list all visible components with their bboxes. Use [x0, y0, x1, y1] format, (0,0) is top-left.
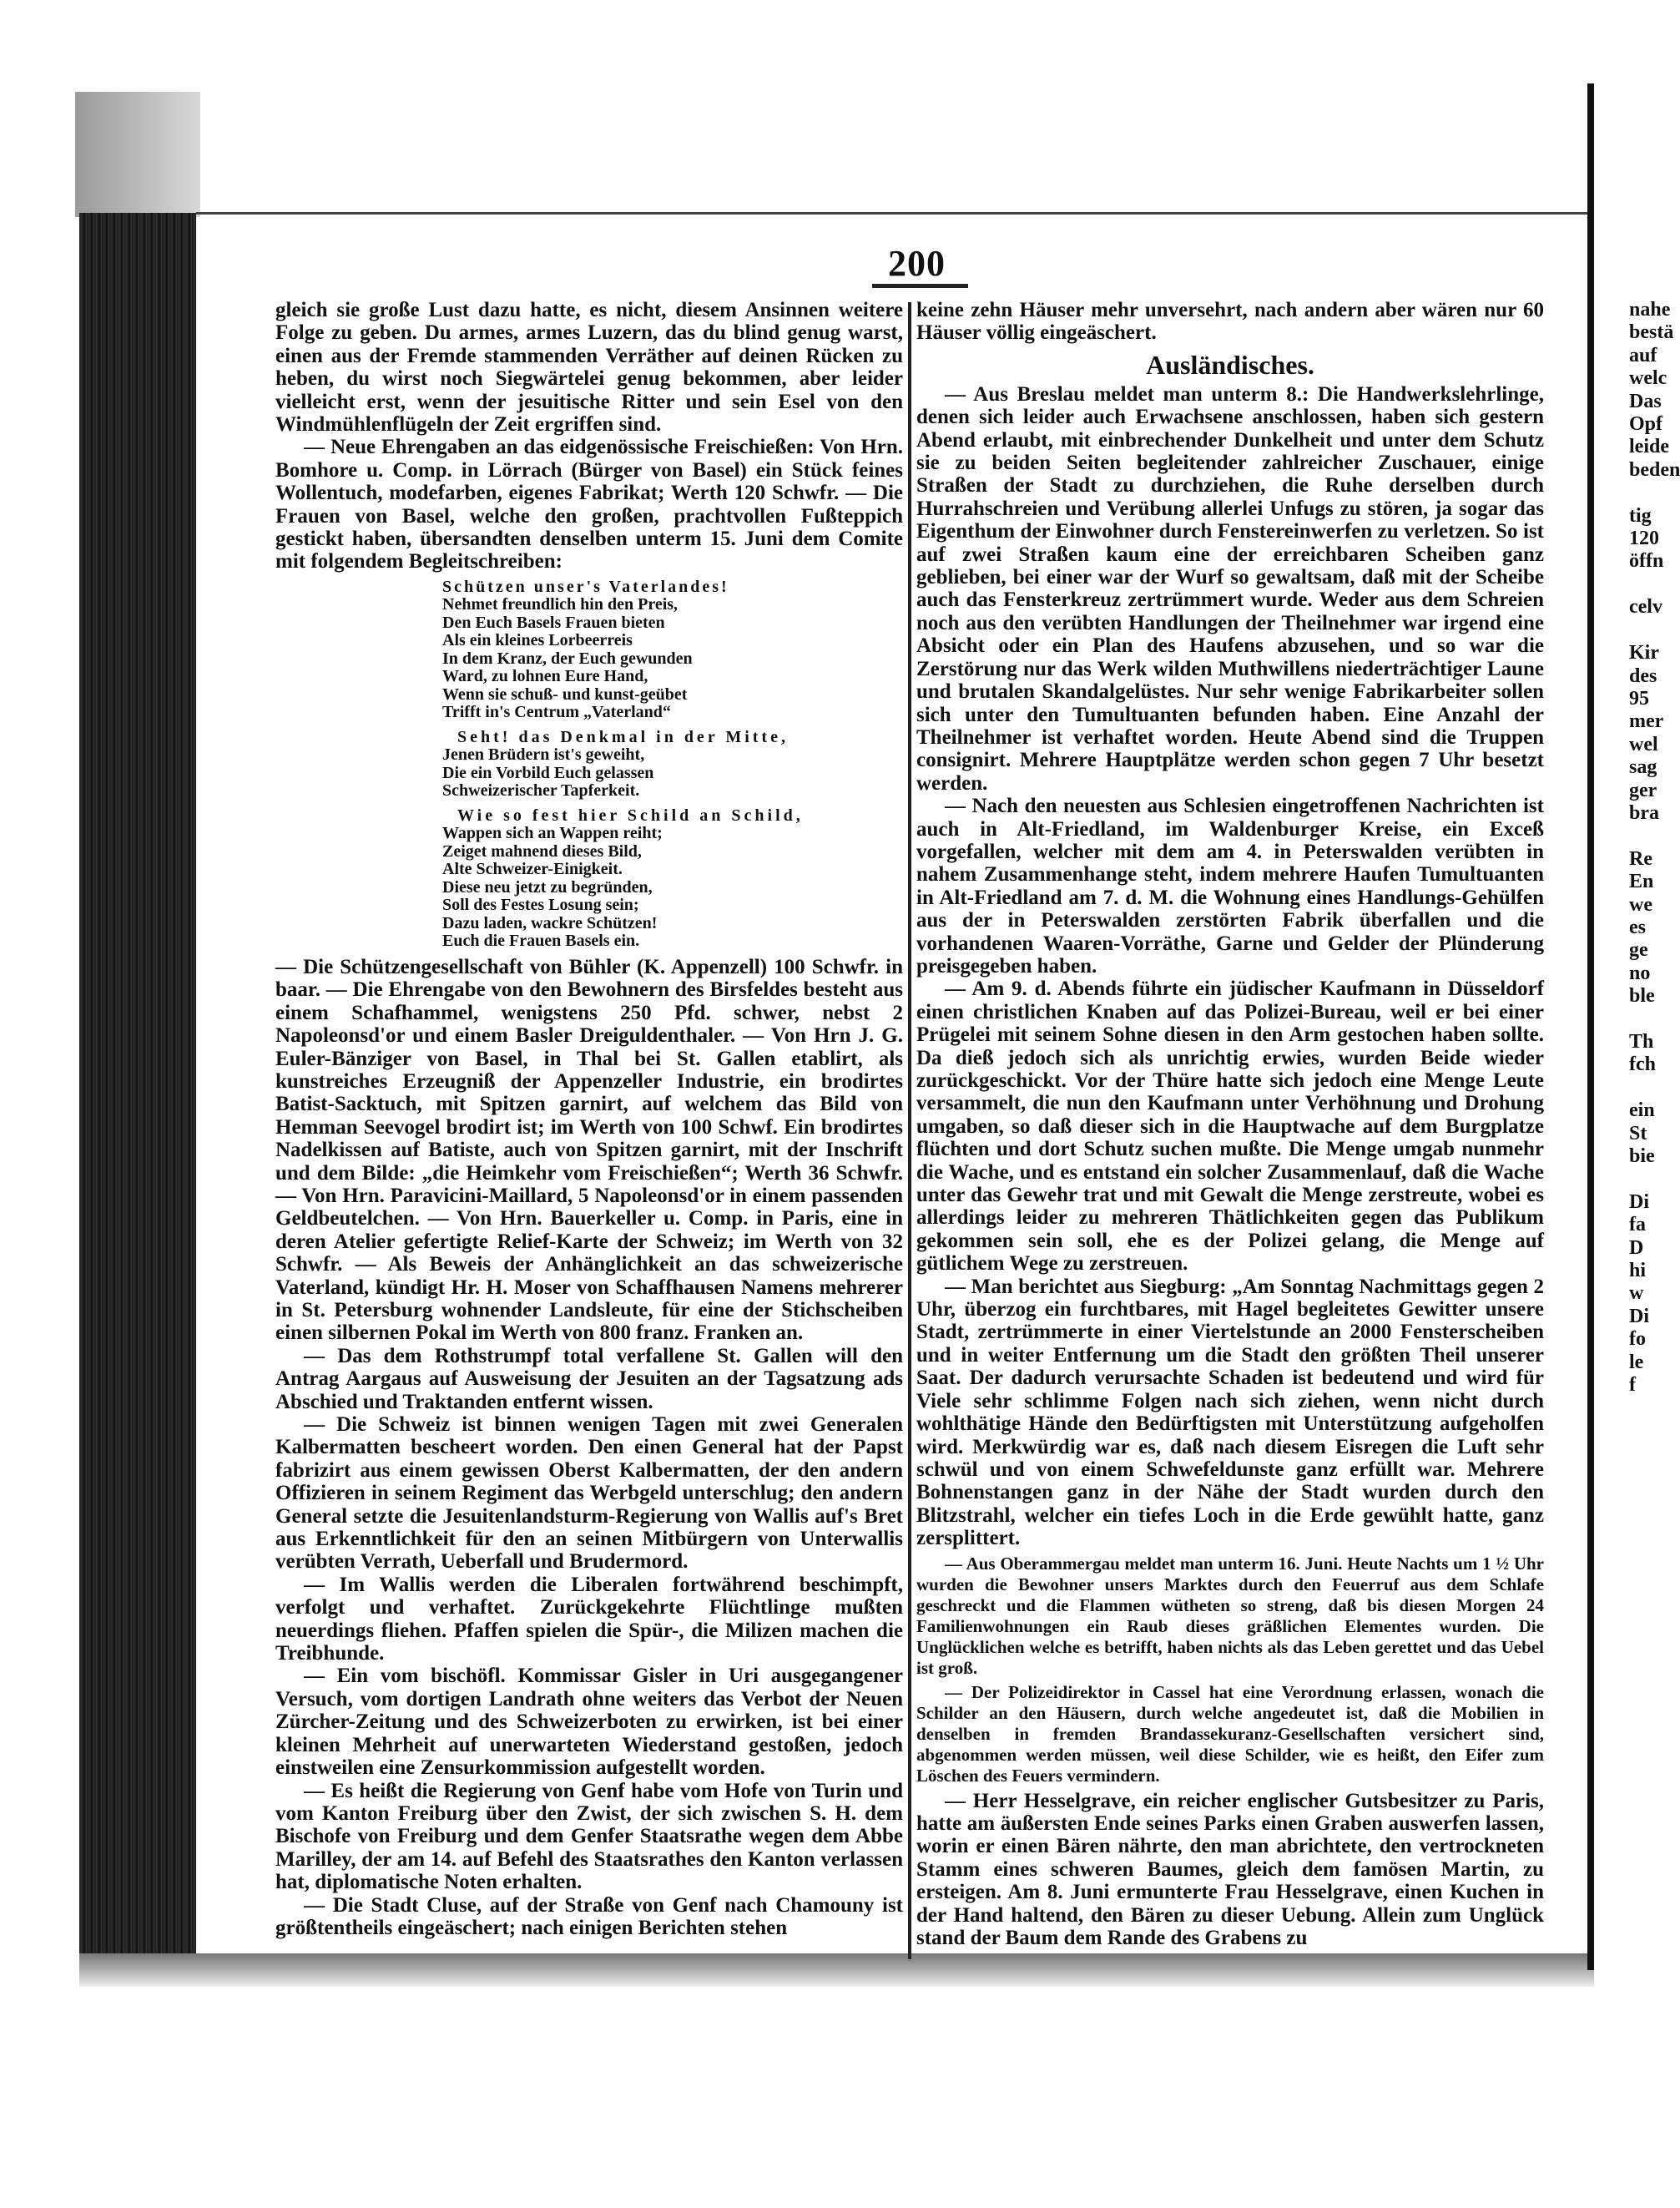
poem-line: Die ein Vorbild Euch gelassen [442, 763, 654, 782]
poem-line: Schweizerischer Tapferkeit. [442, 781, 640, 801]
next-page-fragment: ger [1629, 779, 1657, 801]
poem-line: Euch die Frauen Basels ein. [442, 932, 640, 951]
next-page-fragment: St [1629, 1122, 1647, 1144]
next-page-fragment [1629, 825, 1679, 847]
next-page-fragment: no [1629, 962, 1651, 984]
next-page-fragment [1629, 482, 1679, 504]
next-page-fragment: bie [1629, 1145, 1655, 1168]
next-page-fragment: es [1629, 916, 1646, 938]
next-page-fragment: we [1629, 893, 1652, 916]
poem-line: Dazu laden, wackre Schützen! [442, 913, 658, 932]
scan-background [75, 92, 200, 217]
next-page-fragment: 95 [1629, 687, 1649, 710]
page-number-rule [872, 284, 968, 288]
next-page-fragment: Th [1629, 1031, 1654, 1053]
next-page-fragment: Kir [1629, 642, 1659, 664]
poem-line: Alte Schweizer-Einigkeit. [442, 860, 623, 879]
article-paragraph: — Die Schweiz ist binnen wenigen Tagen mit zwei Generalen Kalbermatten bescheert worden. Den einen General hat der Papst fabrizirt aus einem gewissen Oberst Kalbermatten, der den andern Offizieren in seinem Regiment das Werbgeld unterschlug; den andern General setzte die Jesuitenlandsturm-Regierung von Wallis auf's Bret aus Erkenntlichkeit für den an seinen Mitbürgern von Unterwallis verübten Verrath, Ueberfall und Brudermord. [275, 1413, 903, 1574]
next-page-fragment: leide [1629, 436, 1669, 458]
poem-line: Wappen sich an Wappen reiht; [442, 824, 663, 843]
poem-line: Wie so fest hier Schild an Schild, [457, 806, 804, 825]
article-paragraph-small: — Aus Oberammergau meldet man unterm 16. Juni. Heute Nachts um 1 ½ Uhr wurden die Bewohner unsers Marktes durch den Feuerruf aus dem Schlafe geschreckt und die Flammen wütheten so streng, daß bis diesen Morgen 24 Familienwohnungen ein Raub dieses gräßlichen Elementes wurden. Die Unglücklichen welche es betrifft, haben nichts als das Leben gerettet und das Uebel ist groß. [916, 1553, 1544, 1678]
next-page-fragment: mer [1629, 710, 1664, 733]
poem-line: Trifft in's Centrum „Vaterland“ [442, 703, 671, 722]
next-page-fragment: wel [1629, 733, 1658, 755]
section-heading: Ausländisches. [1146, 349, 1314, 380]
next-page-fragment: auf [1629, 344, 1657, 366]
next-page-fragment: öffn [1629, 550, 1664, 573]
next-page-fragment: hi [1629, 1260, 1647, 1282]
next-page-fragment: le [1629, 1351, 1644, 1373]
next-page-fragment: Di [1629, 1190, 1649, 1213]
poem [442, 579, 903, 951]
right-column [916, 299, 1544, 1949]
next-page-fragment: nahe [1629, 299, 1671, 321]
poem-line: Den Euch Basels Frauen bieten [442, 613, 665, 632]
next-page-fragment: welc [1629, 367, 1667, 390]
next-page-fragment: bra [1629, 801, 1659, 824]
next-page-fragment: sag [1629, 756, 1657, 779]
next-page-fragment: 120 [1629, 528, 1659, 550]
next-page-fragment [1629, 573, 1679, 596]
next-page-fragment: bestä [1629, 321, 1674, 344]
next-page-fragment: D [1629, 1236, 1644, 1259]
article-paragraph: — Nach den neuesten aus Schlesien eingetroffenen Nachrichten ist auch in Alt-Friedland, im Waldenburger Kreise, ein Exceß vorgefallen, welcher mit dem am 4. in Peterswalden verübten in nahem Zusammenhange steht, indem mehrere Haufen Tumultuanten in Alt-Friedland am 7. d. M. die Wohnung eines Handlungs-Gehülfen aus der in Peterswalden zerstörten Fabrik überfallen und die vorhandenen Waaren-Vorräthe, Garne und Gelder der Plünderung preisgegeben haben. [916, 795, 1544, 978]
article-paragraph: — Herr Hesselgrave, ein reicher englischer Gutsbesitzer zu Paris, hatte am äußersten Ende seines Parks einen Graben auswerfen lassen, worin er einen Bären nährte, den man abrichtete, den vertrockneten Stamm eines schweren Baumes, gleich dem famösen Martin, zu ersteigen. Am 8. Juni ermunterte Frau Hesselgrave, einen Kuchen in der Hand haltend, den Bären zu dieser Uebung. Allein zum Unglück stand der Baum dem Rande des Grabens zu [916, 1789, 1544, 1949]
article-paragraph: — Das dem Rothstrumpf total verfallene St. Gallen will den Antrag Aargaus auf Ausweisung der Jesuiten an der Tagsatzung ads Abschied und Traktanden entfernt wissen. [275, 1344, 903, 1413]
article-paragraph: — Die Stadt Cluse, auf der Straße von Genf nach Chamouny ist größtentheils eingeäschert; nach einigen Berichten stehen [275, 1893, 903, 1939]
poem-line: Nehmet freundlich hin den Preis, [442, 595, 679, 614]
poem-line: Soll des Festes Losung sein; [442, 896, 639, 915]
next-page-fragment: w [1629, 1282, 1644, 1305]
article-paragraph: — Am 9. d. Abends führte ein jüdischer Kaufmann in Düsseldorf einen christlichen Knaben auf das Polizei-Bureau, weil er bei einer Prügelei mit seinem Sohne diesen in den Arm gestochen haben sollte. Da dieß jedoch sich als unrichtig erwies, wurden Beide wieder zurückgeschickt. Vor der Thüre hatte sich jedoch eine Menge Leute versammelt, die nun den Kaufmann unter Verhöhnung und Drohung umgaben, so daß dieser sich in die Hauptwache auf dem Burgplatze flüchten und dort Schutz suchen mußte. Die Menge umgab nunmehr die Wache, und es entstand ein solcher Zusammenlauf, daß die Wache unter das Gewehr trat und mit Gewalt die Menge zerstreute, wobei es allerdings leider zu mehreren Thätlichkeiten gegen das Publikum gekommen sein soll, ehe es der Polizei gelang, die Menge auf gütlichem Wege zu zerstreuen. [916, 978, 1544, 1276]
next-page-fragment: Opf [1629, 413, 1663, 436]
next-page-fragments [1629, 299, 1679, 1397]
book-page-edges [79, 213, 196, 1974]
article-paragraph: — Neue Ehrengaben an das eidgenössische Freischießen: Von Hrn. Bomhore u. Comp. in Lörrach (Bürger von Basel) ein Stück feines Wollentuch, modefarben, eigenes Fabrikat; Werth 120 Schwfr. — Die Frauen von Basel, welche den großen, prachtvollen Fußteppich gestickt haben, übersandten denselben unterm 15. Juni dem Comite mit folgendem Begleitschreiben: [275, 436, 903, 573]
next-page-fragment: fch [1629, 1053, 1656, 1076]
article-paragraph: — Man berichtet aus Siegburg: „Am Sonntag Nachmittags gegen 2 Uhr, überzog ein furchtbares, mit Hagel begleitetes Gewitter unsere Stadt, zertrümmerte in einer Viertelstunde an 2000 Fensterscheiben und in weiter Entfernung um die Stadt den größten Theil unserer Saat. Der dadurch verursachte Schaden ist bedeutend und wird für Viele sehr schlimme Folgen nach sich ziehen, wenn nicht durch wohlthätige Hände den Bedürftigsten mit Unterstützung aufgeholfen wird. Merkwürdig war es, daß nach diesem Eisregen die Luft sehr schwül und von einem Schwefeldunste ganz erfüllt war. Mehrere Bohnenstangen ganz in der Nähe der Stadt wurden durch den Blitzstrahl, welcher ein tiefes Loch in die Erde gewühlt hatte, ganz zersplittert. [916, 1275, 1544, 1550]
next-page-fragment: f [1629, 1374, 1636, 1397]
next-page-fragment: fa [1629, 1214, 1646, 1236]
poem-line: Wenn sie schuß- und kunst-geübet [442, 685, 688, 704]
article-paragraph: gleich sie große Lust dazu hatte, es nicht, diesem Ansinnen weitere Folge zu geben. Du armes, armes Luzern, das du blind genug warst, einen aus der Fremde stammenden Verräther auf deinen Rücken zu heben, du wirst noch Siegwärtelei genug bekommen, aber leider vielleicht erst, wenn der jesuitische Ritter und sein Esel von den Windmühlenflügeln der Zeit ergriffen sind. [275, 299, 903, 437]
article-paragraph: — Ein vom bischöfl. Kommissar Gisler in Uri ausgegangener Versuch, vom dortigen Landrath ohne weiters das Verbot der Neuen Zürcher-Zeitung und des Schweizerboten zu erwirken, ist bei einer kleinen Mehrheit auf unerwarteten Wiederstand gestoßen, jedoch einstweilen eine Zensurkommission aufgestellt worden. [275, 1665, 903, 1780]
article-paragraph: keine zehn Häuser mehr unversehrt, nach andern aber wären nur 60 Häuser völlig eingeäschert. [916, 299, 1544, 345]
next-page-fragment: fo [1629, 1328, 1646, 1351]
poem-line: Als ein kleines Lorbeerreis [442, 631, 633, 650]
next-page-fragment: tig [1629, 504, 1652, 527]
next-page-fragment: ge [1629, 939, 1648, 962]
gutter-rule [1587, 83, 1594, 1970]
column-divider [908, 302, 911, 1959]
next-page-fragment: des [1629, 664, 1657, 687]
next-page-fragment [1629, 1008, 1679, 1031]
next-page-fragment [1629, 1077, 1679, 1099]
article-paragraph: — Es heißt die Regierung von Genf habe vom Hofe von Turin und vom Kanton Freiburg über den Zwist, der sich zwischen S. H. dem Bischofe von Freiburg und dem Genfer Staatsrathe wegen dem Abbe Marilley, der am 14. auf Befehl des Staatsrathes den Kanton verlassen hat, diplomatische Noten erhalten. [275, 1779, 903, 1894]
next-page-fragment: En [1629, 871, 1654, 893]
poem-line: Jenen Brüdern ist's geweiht, [442, 745, 645, 765]
next-page-fragment: celv [1629, 596, 1662, 619]
poem-line: Diese neu jetzt zu begründen, [442, 877, 653, 897]
next-page-fragment: Di [1629, 1305, 1649, 1327]
poem-line: In dem Kranz, der Euch gewunden [442, 649, 693, 668]
page-number: 200 [888, 243, 946, 284]
next-page-fragment: ble [1629, 985, 1655, 1008]
poem-line: Seht! das Denkmal in der Mitte, [457, 727, 789, 746]
next-page-fragment: Das [1629, 390, 1662, 412]
poem-line: Zeiget mahnend dieses Bild, [442, 841, 642, 861]
next-page-fragment: ein [1629, 1099, 1655, 1122]
left-column [275, 299, 903, 1939]
poem-title: Schützen unser's Vaterlandes! [442, 577, 729, 596]
next-page-fragment [1629, 1168, 1679, 1190]
book-bottom-edge [79, 1953, 1594, 1987]
page-top-border [196, 212, 1590, 215]
poem-line: Ward, zu lohnen Eure Hand, [442, 667, 648, 686]
next-page-fragment: Re [1629, 847, 1652, 870]
article-paragraph-small: — Der Polizeidirektor in Cassel hat eine Verordnung erlassen, wonach die Schilder an den Häusern, durch welche angedeutet ist, daß die Mobilien in denselben in fremden Brandassekuranz-Gesellschaften versichert sind, abgenommen werden müssen, weil diese Schilder, wie es heißt, den Eifer zum Löschen des Feuers vermindern. [916, 1681, 1544, 1786]
next-page-fragment [1629, 619, 1679, 642]
next-page-fragment: beden [1629, 458, 1680, 481]
article-paragraph: — Im Wallis werden die Liberalen fortwährend beschimpft, verfolgt und verhaftet. Zurückgekehrte Flüchtlinge mußten neuerdings fliehen. Pfaffen spielen die Spür-, die Milizen machen die Treibhunde. [275, 1573, 903, 1665]
article-paragraph: — Die Schützengesellschaft von Bühler (K. Appenzell) 100 Schwfr. in baar. — Die Ehrengabe von den Bewohnern des Birsfeldes besteht aus einem Schafhammel, wenigstens 250 Pfd. schwer, nebst 2 Napoleonsd'or und einem Basler Dreiguldenthaler. — Von Hrn J. G. Euler-Bänziger von Basel, in Thal bei St. Gallen etablirt, als kunstreiches Erzeugniß der Appenzeller Industrie, ein brodirtes Batist-Sacktuch, mit Spitzen garnirt, auf welchem das Bild von Hemman Seevogel brodirt ist; im Werth von 100 Schwf. Ein brodirtes Nadelkissen auf Batiste, auch von Spitzen garnirt, mit der Inschrift und dem Bilde: „die Heimkehr vom Freischießen“; Werth 36 Schwfr. — Von Hrn. Paravicini-Maillard, 5 Napoleonsd'or in einem passenden Geldbeutelchen. — Von Hrn. Bauerkeller u. Comp. in Paris, eine in deren Atelier gefertigte Relief-Karte der Schweiz; im Werth von 32 Schwfr. — Als Beweis der Anhänglichkeit an das schweizerische Vaterland, kündigt Hr. H. Moser von Schaffhausen Namens mehrerer in St. Petersburg wohnender Landsleute, für eine der Stichscheiben einen silbernen Pokal im Werth von 800 franz. Franken an. [275, 955, 903, 1345]
article-paragraph: — Aus Breslau meldet man unterm 8.: Die Handwerkslehrlinge, denen sich leider auch Erwachsene anschlossen, haben sich gestern Abend erlaubt, mit einbrechender Dunkelheit und unter dem Schutz sie zu beiden Seiten begleitender zahlreicher Zuschauer, einige Straßen der Stadt zu durchziehen, die Ruhe derselben durch Hurrahschreien und Verübung allerlei Unfugs zu stören, ja sogar das Eigenthum der Einwohner durch Fenstereinwerfen zu verletzen. So ist auf zwei Straßen kaum eine der erreichbaren Scheiben ganz geblieben, bei einer war der Wurf so gewaltsam, daß mit der Scheibe auch das Fensterkreuz zertrümmert wurde. Weder aus dem Schreien noch aus den verübten Handlungen der Theilnehmer war irgend eine Absicht oder ein Plan des Haufens abzusehen, und so war die Zerstörung nur das Werk wilden Muthwillens niederträchtiger Laune und brutalen Skandalgelüstes. Nur sehr wenige Fabrikarbeiter sollen sich unter den Tumultuanten befunden haben. Eine Anzahl der Theilnehmer ist verhaftet worden. Heute Abend sind die Truppen consignirt. Mehrere Hauptplätze werden schon gegen 7 Uhr besetzt werden. [916, 382, 1544, 795]
